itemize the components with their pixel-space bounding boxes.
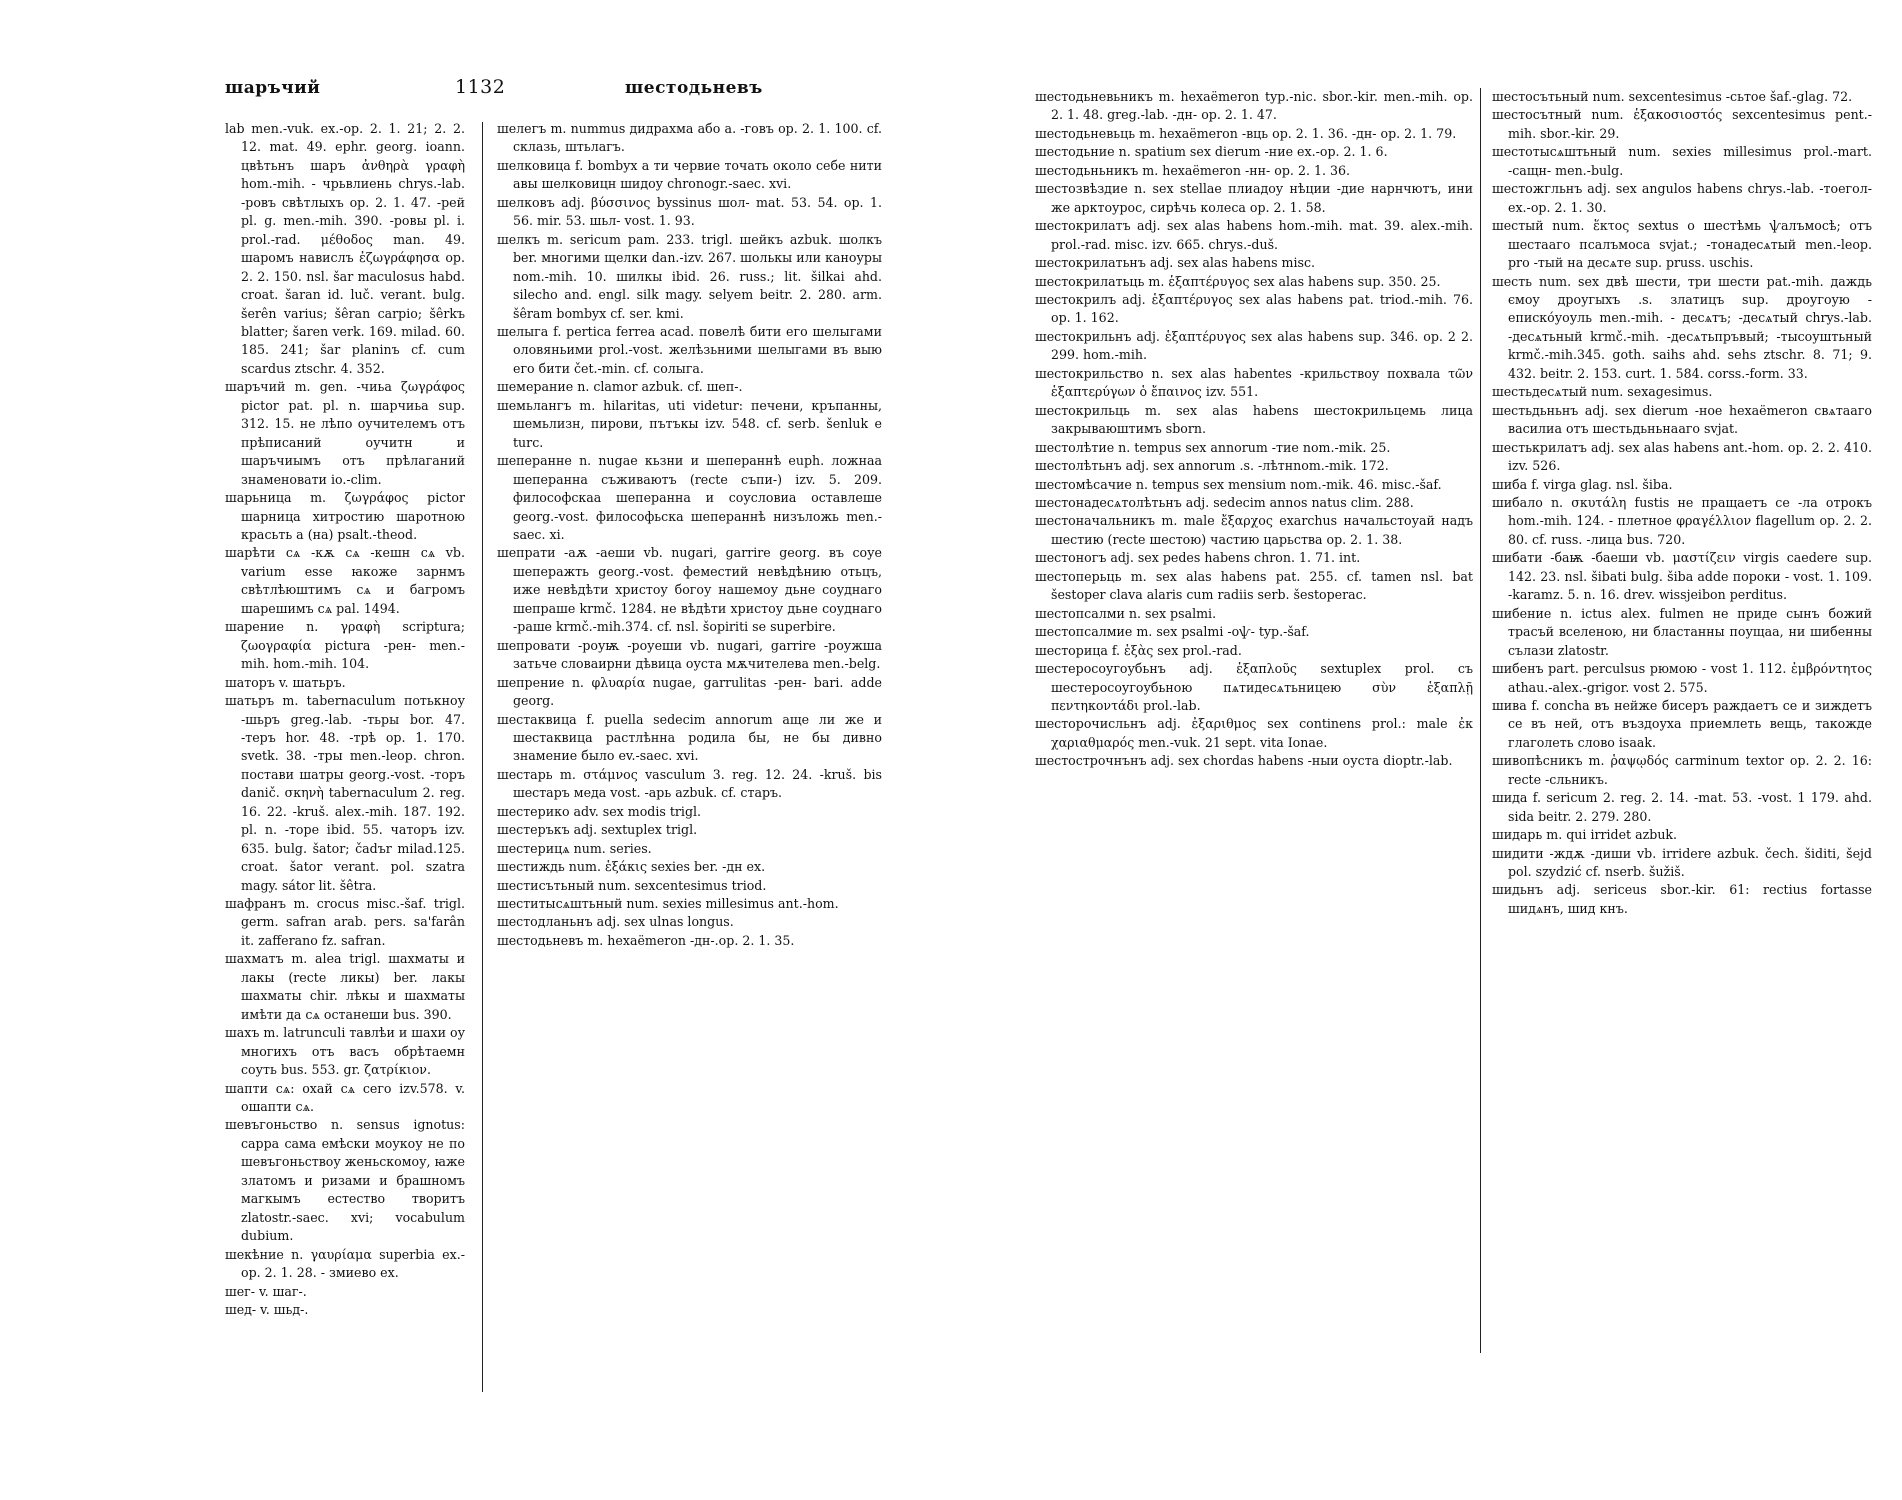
dictionary-entry: шестодланьнъ adj. sex ulnas longus. [497, 914, 734, 930]
dictionary-entry: шестонадесѧтолѣтьнъ adj. sedecim annos natus clim. 288. [1035, 494, 1414, 510]
dictionary-entry: шестопсалмие m. sex psalmi -оѱ- typ.-šaf. [1035, 624, 1310, 640]
dictionary-entry: шестоначальникъ m. male ἔξαρχος exarchus начальстоуай надъ шестию (recte шестою) частию царьства op. 2. 1. 38. [1035, 513, 1473, 547]
dictionary-entry: шестоперьць m. sex alas habens pat. 255. cf. tamen nsl. bat šestoper clava alaris cum radiis serb. šestoperac. [1035, 568, 1473, 603]
dictionary-entry: шеститысѧштьный num. sexies millesimus ant.-hom. [497, 896, 839, 912]
dictionary-entry: шед- v. шьд-. [225, 1302, 309, 1317]
dictionary-entry: шаръчий m. gen. -чиьа ζωγράφος pictor pat. pl. n. шарчиьа sup. 312. 15. не лѣпо оучителемъ отъ прѣписаний оучитн и шаръчиымъ отъ прѣлаганий знаменовати io.-clim. [225, 379, 465, 487]
dictionary-entry: шестокрилъ adj. ἑξαπτέρυγος sex alas habens pat. triod.-mih. 76. op. 1. 162. [1035, 291, 1473, 326]
dictionary-entry: шеперанне n. nugae кьзни и шепераннѣ euph. ложнаа шеперанна съживаютъ (recte съпи-) izv. 5. 209. философскаа шеперанна и соусловиа оставлеше georg.-vost. философьска шепераннѣ низъложь men.-saec. xi. [497, 453, 882, 542]
dictionary-entry: шесторочисльнъ adj. ἐξαριθμος sex continens prol.: male ἐκ χαριαθμαρός men.-vuk. 21 sept. vita Ionae. [1035, 716, 1473, 750]
dictionary-entry: шестотысѧштьный num. sexies millesimus prol.-mart. -сащн- men.-bulg. [1492, 144, 1872, 178]
dictionary-entry: шестьдесѧтый num. sexagesimus. [1492, 384, 1713, 400]
dictionary-entry: шесть num. sex двѣ шести, три шести pat.-mih. даждь ємоу дроугыхъ .s. златицъ sup. дроугоую - еписко́уоуль men.-mih. - десѧтъ; -десѧтый chrys.-lab. -десѧтьный krmč.-mih. -десѧтьпръвый; -тысоуштьный krmč.-mih.345. goth. saihs ahd. sehs ztschr. 8. 71; 9. 432. beitr. 2. 153. curt. 1. 584. corss.-form. 33. [1492, 273, 1872, 381]
dictionary-entry: шестокрильство n. sex alas habentes -крильствоу похвала τῶν ἑξαπτερύγων ὁ ἔπαινος izv. 551. [1035, 365, 1473, 400]
dictionary-entry: шестоногъ adj. sex pedes habens chron. 1. 71. int. [1035, 550, 1361, 566]
dictionary-entry: шестострочнънъ adj. sex chordas habens -ныи оуста dioptr.-lab. [1035, 753, 1453, 769]
dictionary-entry: шелыга f. pertica ferrea acad. повелѣ бити его шелыгами оловяньими prol.-vost. желѣзьними шелыгами въ выю его бити čet.-min. cf. солыга. [497, 323, 882, 376]
dictionary-entry: шестодьневъ m. hexaëmeron -дн-.op. 2. 1. 35. [497, 932, 795, 948]
dictionary-entry: шарѣти сѧ -кѫ сѧ -кешн сѧ vb. varium esse ꙗкоже зарнмъ свѣтлѣюштимъ сѧ и багромъ шарешимъ сѧ pal. 1494. [225, 545, 465, 616]
column-divider [482, 122, 483, 1392]
dictionary-entry: шестолѣтьнъ adj. sex annorum .s. -лѣтнnom.-mik. 172. [1035, 458, 1389, 474]
dictionary-entry: шестодьньникъ m. hexaëmeron -нн- op. 2. 1. 36. [1035, 162, 1351, 178]
dictionary-entry: шекѣние n. γαυρίαμα superbia ex.-op. 2. 1. 28. - змиево ex. [225, 1246, 465, 1281]
dictionary-entry: шиба f. virga glag. nsl. šiba. [1492, 476, 1673, 492]
dictionary-entry: шестолѣтие n. tempus sex annorum -тие nom.-mik. 25. [1035, 439, 1391, 455]
dictionary-entry: шатьръ m. tabernaculum потькноу -шьръ greg.-lab. -тьры bor. 47. -теръ hor. 48. -трѣ op. 1. 170. svetk. 38. -тры men.-leop. chron. постави шатры georg.-vost. -торъ danič. σκηνὴ tabernaculum 2. reg. 16. 22. -kruš. alex.-mih. 187. 192. pl. n. -торе ibid. 55. чаторъ izv. 635. bulg. šator; čadъr milad.125. croat. šator verant. pol. szatra magy. sátor lit. šêtra. [225, 693, 465, 893]
dictionary-entry: шестисътьный num. sexcentesimus triod. [497, 877, 767, 893]
dictionary-entry: шестомѣсачие n. tempus sex mensium nom.-mik. 46. misc.-šaf. [1035, 476, 1442, 492]
right-page-column-1 [1035, 88, 1473, 1488]
dictionary-entry: шидьнъ adj. sericeus sbor.-kir. 61: rectius fortasse шидѧнъ, шид кнъ. [1492, 882, 1872, 916]
column-divider [1480, 88, 1481, 1353]
dictionary-entry: шафранъ m. crocus misc.-šaf. trigl. germ. safran arab. pers. sa'farân it. zafferano fz. safran. [225, 896, 465, 948]
dictionary-entry: шег- v. шаг-. [225, 1283, 307, 1299]
dictionary-entry: шидити -ждѫ -диши vb. irridere azbuk. čech. šiditi, šejd pol. szydzić cf. nserb. šužiš. [1492, 845, 1872, 880]
dictionary-entry: шидарь m. qui irridet azbuk. [1492, 827, 1678, 843]
dictionary-entry: шибенъ part. perculsus рюмою - vost 1. 112. ἐμβρόντητος athau.-alex.-grigor. vost 2. 575. [1492, 661, 1872, 695]
left-page-column-2 [497, 120, 882, 1490]
dictionary-entry: шестеросоугоубьнъ adj. ἑξαπλοῦς sextuplex prol. съ шестеросоугоубьною пѧтидесѧтьницею σὺν ἑξαπλῇ πεντηκοντάδι prol.-lab. [1035, 661, 1473, 713]
left-page-column-1 [225, 120, 465, 1490]
dictionary-entry: шибати -баѭ -баеши vb. μαστίζειν virgis caedere sup. 142. 23. nsl. šibati bulg. šiba adde пороки - vost. 1. 109. -karamz. 5. n. 16. drev. wissjeibon perditus. [1492, 550, 1872, 603]
dictionary-entry: шибение n. ictus alex. fulmen не приде сынъ божий трасъй вселеною, ни бластанны поущаа, ни шибенны сълази zlatostr. [1492, 605, 1872, 658]
dictionary-entry: шемерание n. clamor azbuk. cf. шеп-. [497, 379, 743, 395]
dictionary-entry: шестиждь num. ἑξάκις sexies ber. -дн ex. [497, 859, 766, 875]
dictionary-entry: шестарь m. στάμνος vasculum 3. reg. 12. 24. -kruš. bis шестаръ меда vost. -арь azbuk. cf. старъ. [497, 766, 882, 801]
page-number: 1132 [455, 76, 506, 98]
dictionary-entry: шестодьневьць m. hexaëmeron -вць op. 2. 1. 36. -дн- op. 2. 1. 79. [1035, 125, 1457, 141]
dictionary-entry: шелковъ adj. βύσσινος byssinus шол- mat. 53. 54. op. 1. 56. mir. 53. шьл- vost. 1. 93. [497, 194, 882, 229]
page-header [225, 78, 845, 102]
dictionary-entry: шепрение n. φλυαρία nugae, garrulitas -рен- bari. adde georg. [497, 674, 882, 709]
right-page-column-2 [1492, 88, 1872, 1488]
dictionary-entry: шестьдьньнъ adj. sex dierum -ное hexaëmeron свѧтаагo василиа отъ шестьдьньнаагo svjat. [1492, 402, 1872, 437]
dictionary-entry: шестеръкъ adj. sextuplex trigl. [497, 822, 698, 838]
dictionary-entry: шестодьневьникъ m. hexaëmeron typ.-nic. sbor.-kir. men.-mih. op. 2. 1. 48. greg.-lab. -дн- op. 2. 1. 47. [1035, 89, 1473, 123]
dictionary-entry: шесторица f. ἑξὰς sex prol.-rad. [1035, 642, 1242, 658]
dictionary-entry: шестый num. ἕκτος sextus о шестѣмь ѱалъмосѣ; отъ шестааго псалъмоса svjat.; -тонадесѧтый men.-leop. pro -тый на десѧте sup. pruss. uschis. [1492, 218, 1872, 271]
dictionary-entry: шивопѣсникъ m. ῥαψῳδός carminum textor op. 2. 2. 16: recte -сльникъ. [1492, 753, 1872, 787]
dictionary-entry: шида f. sericum 2. reg. 2. 14. -mat. 53. -vost. 1 179. ahd. sida beitr. 2. 279. 280. [1492, 790, 1872, 824]
dictionary-entry: шестокрильнъ adj. ἑξαπτέρυγος sex alas habens sup. 346. op. 2 2. 299. hom.-mih. [1035, 328, 1473, 363]
dictionary-entry: шемьлангъ m. hilaritas, uti videtur: печени, кръпанны, шемьлизн, пирови, пътъкы izv. 548. cf. serb. šenluk e turc. [497, 397, 882, 450]
dictionary-entry: шестокрилатьнъ adj. sex alas habens misc. [1035, 255, 1316, 271]
dictionary-entry: шива f. concha въ нейже бисеръ раждаетъ се и зиждетъ се въ ней, отъ въздоуха приемлеть вещь, такожде глаголеть слово isaak. [1492, 697, 1872, 750]
dictionary-entry: шевъгоньство n. sensus ignotus: сарра сама емѣски моукоу не по шевъгоньствоу женьскомоу, ꙗже златомъ и ризами и брашномъ магкымъ естество творитъ zlatostr.-saec. xvi; vocabulum dubium. [225, 1117, 465, 1244]
dictionary-entry: шелкъ m. sericum pam. 233. trigl. шейкъ azbuk. шолкъ ber. многими щелки dan.-izv. 267. шолькы или каноуры nom.-mih. 10. шилкы ibid. 26. russ.; lit. šilkai ahd. silecho and. engl. silk magy. selyem beitr. 2. 280. arm. šêram bombyx cf. ser. kmi. [497, 231, 882, 321]
running-head-right: шестодьневъ [625, 78, 763, 98]
right-page [1010, 0, 1902, 1500]
dictionary-entry: шахматъ m. alea trigl. шахматы и лакы (recte ликы) ber. лакы шахматы chir. лѣкы и шахматы имѣти да сѧ останеши bus. 390. [225, 951, 465, 1022]
dictionary-entry: шестосътьный num. sexcentesimus -сьтое šaf.-glag. 72. [1492, 89, 1853, 104]
dictionary-entry: шапти сѧ: охай сѧ сего izv.578. v. ошапти сѧ. [225, 1080, 465, 1115]
dictionary-entry: шарение n. γραφὴ scriptura; ζωογραφία pictura -рен- men.-mih. hom.-mih. 104. [225, 619, 465, 672]
dictionary-entry: шестокрилатъ adj. sex alas habens hom.-mih. mat. 39. alex.-mih. prol.-rad. misc. izv. 665. chrys.-duš. [1035, 218, 1473, 252]
dictionary-entry: шестерико adv. sex modis trigl. [497, 803, 702, 819]
dictionary-entry: шепрати -аѫ -аеши vb. nugari, garrire georg. въ соуе шеперажть georg.-vost. феместий невѣдѣнию отьцъ, иже невѣдѣти христоу богоу нашемоу дьне соуднаго шепраше krmč. 1284. не вѣдѣти христоу дьне соуднаго -раше krmč.-mih.374. cf. nsl. šopiriti se superbire. [497, 545, 882, 635]
dictionary-entry: шарьница m. ζωγράφος pictor шарница хитростию шаротною красьть а (на) psalt.-theod. [225, 490, 465, 542]
dictionary-entry: шестопсалми n. sex psalmi. [1035, 605, 1217, 621]
dictionary-entry: шибало n. σκυτάλη fustis не пращаетъ се -ла отрокъ hom.-mih. 124. - плетное φραγέλλιον flagellum op. 2. 2. 80. cf. russ. -лица bus. 720. [1492, 494, 1872, 547]
dictionary-entry: шаторъ v. шатьръ. [225, 674, 346, 690]
dictionary-entry: шестожгльнъ adj. sex angulos habens chrys.-lab. -тоегол- ex.-op. 2. 1. 30. [1492, 181, 1872, 215]
dictionary-entry: шестаквица f. puella sedecim annorum аще ли же и шестаквица растлѣнна родила бы, не бы дивно знамение было ev.-saec. xvi. [497, 711, 882, 764]
dictionary-entry: шелегъ m. nummus дидрахма або а. -говъ op. 2. 1. 100. cf. склазь, штьлагъ. [497, 121, 882, 155]
dictionary-entry: шестодьние n. spatium sex dierum -ние ex.-op. 2. 1. 6. [1035, 144, 1388, 160]
dictionary-entry: шестокрилатьць m. ἑξαπτέρυγος sex alas habens sup. 350. 25. [1035, 273, 1441, 289]
dictionary-entry: шелковица f. bombyx а ти червие точать около себе нити авы шелковицн шидоу chronogr.-saec. xvi. [497, 157, 882, 192]
dictionary-entry: шестокрильць m. sex alas habens шестокрильцемь лица закрываюштимъ sborn. [1035, 402, 1473, 437]
dictionary-entry: шестосътный num. ἑξακοσιοστός sexcentesimus pent.-mih. sbor.-kir. 29. [1492, 107, 1872, 141]
dictionary-entry: шестькрилатъ adj. sex alas habens ant.-hom. op. 2. 2. 410. izv. 526. [1492, 439, 1872, 474]
dictionary-entry: шестозвѣздие n. sex stellae плиадоу нѣции -дие нарнчютъ, ини же арктоурос, сирѣчь колеса op. 2. 1. 58. [1035, 181, 1473, 215]
dictionary-entry: lab men.-vuk. ex.-op. 2. 1. 21; 2. 2. 12. mat. 49. ephr. georg. ioann. цвѣтьнъ шаръ ἀνθηρὰ γραφὴ hom.-mih. - чрьвлиень chrys.-lab. -ровъ свѣтлыхъ op. 2. 1. 47. -рей pl. g. men.-mih. 390. -ровы pl. i. prol.-rad. μέθοδος man. 49. шаромъ навислъ ἐζωγράφησα op. 2. 2. 150. nsl. šar maculosus habd. croat. šaran id. luč. verant. bulg. šerên varius; šêran carpio; šêrkъ blatter; šaren verk. 169. milad. 60. 185. 241; šar planinъ cf. cum scardus ztschr. 4. 352. [225, 121, 465, 376]
left-page [0, 0, 950, 1500]
dictionary-entry: шахъ m. latrunculi тавлѣи и шахи оу многихъ отъ васъ обрѣтаемн соуть bus. 553. gr. ζατρίκιον. [225, 1025, 465, 1078]
dictionary-entry: шестерицѧ num. series. [497, 840, 652, 856]
running-head-left: шаръчий [225, 78, 321, 98]
dictionary-entry: шепровати -роуѭ -роуеши vb. nugari, garrire -роужша затьче словаирни дѣвица оуста мѫчителева men.-belg. [497, 637, 882, 672]
